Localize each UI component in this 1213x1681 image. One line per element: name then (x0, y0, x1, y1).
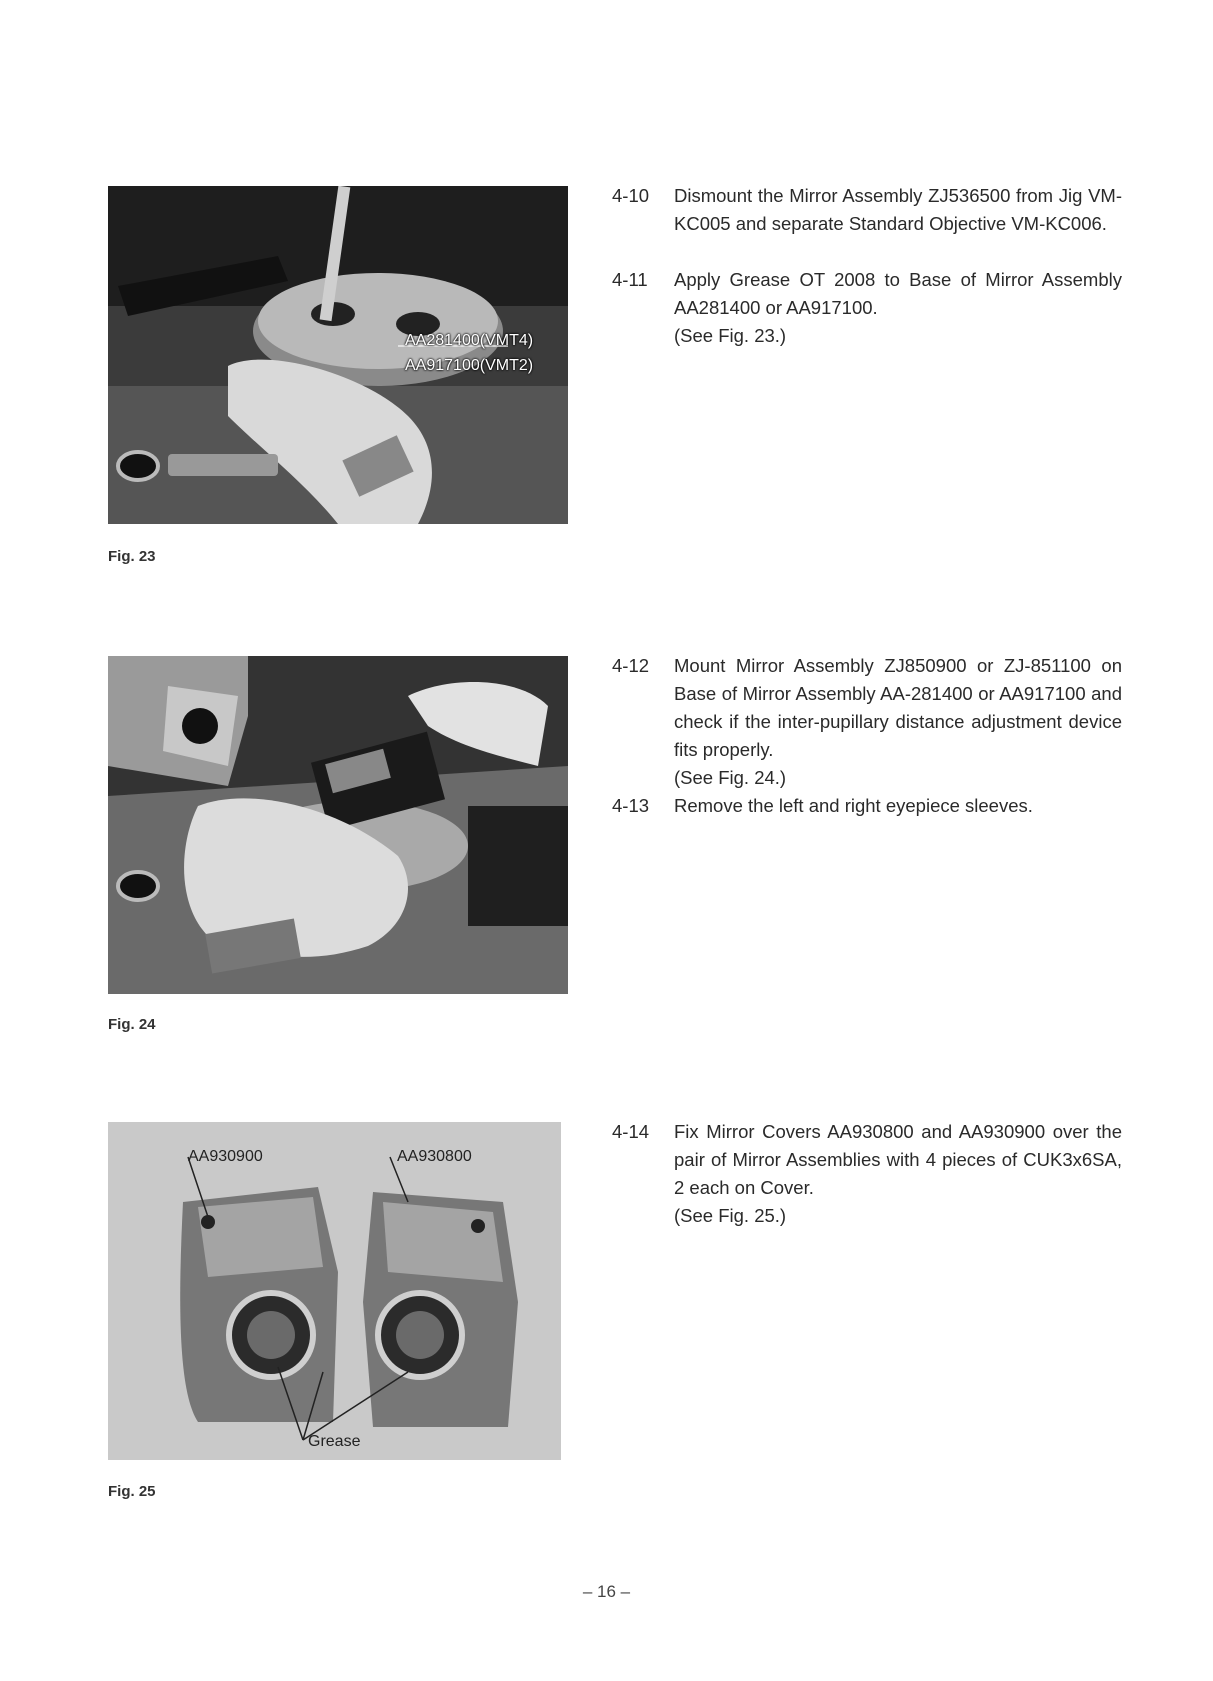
callout-aa930900: AA930900 (188, 1148, 263, 1165)
figure-25-image (108, 1122, 561, 1460)
figure-reference: (See Fig. 23.) (674, 325, 787, 346)
figure-23-label: Fig. 23 (108, 548, 156, 565)
figure-24-photo (108, 656, 568, 994)
step-number: 4-12 (612, 655, 650, 676)
figure-23-image (108, 186, 568, 524)
step-4-11 (612, 266, 1122, 350)
step-number: 4-11 (612, 269, 648, 290)
step-number: 4-10 (612, 185, 650, 206)
page-number: – 16 – (582, 1582, 631, 1601)
step-text: Apply Grease OT 2008 to Base of Mirror Assembly AA281400 or AA917100. (674, 269, 1122, 318)
figure-reference: (See Fig. 25.) (674, 1205, 787, 1226)
figure-25-photo (108, 1122, 561, 1460)
figure-23-photo (108, 186, 568, 524)
step-4-13 (612, 792, 1122, 820)
callout-grease: Grease (308, 1433, 361, 1450)
step-4-14 (612, 1118, 1122, 1230)
step-number: 4-14 (612, 1121, 650, 1142)
callout-aa930800: AA930800 (397, 1148, 472, 1165)
step-text: Mount Mirror Assembly ZJ850900 or ZJ-851100 on Base of Mirror Assembly AA-281400 or AA917100 and check if the inter-pupillary distance adjustment device fits properly. (674, 655, 1122, 760)
callout-aa917100: AA917100(VMT2) (405, 357, 534, 374)
step-text: Remove the left and right eyepiece sleeves. (674, 795, 1033, 816)
step-4-10 (612, 182, 1122, 238)
figure-reference: (See Fig. 24.) (674, 767, 787, 788)
step-number: 4-13 (612, 795, 650, 816)
figure-24-image (108, 656, 568, 994)
figure-25-label: Fig. 25 (108, 1483, 156, 1500)
step-text: Fix Mirror Covers AA930800 and AA930900 over the pair of Mirror Assemblies with 4 pieces of CUK3x6SA, 2 each on Cover. (674, 1121, 1122, 1198)
step-text: Dismount the Mirror Assembly ZJ536500 from Jig VM-KC005 and separate Standard Objective VM-KC006. (674, 185, 1122, 234)
callout-aa281400: AA281400(VMT4) (405, 332, 534, 349)
figure-24-label: Fig. 24 (108, 1016, 156, 1033)
step-4-12 (612, 652, 1122, 792)
